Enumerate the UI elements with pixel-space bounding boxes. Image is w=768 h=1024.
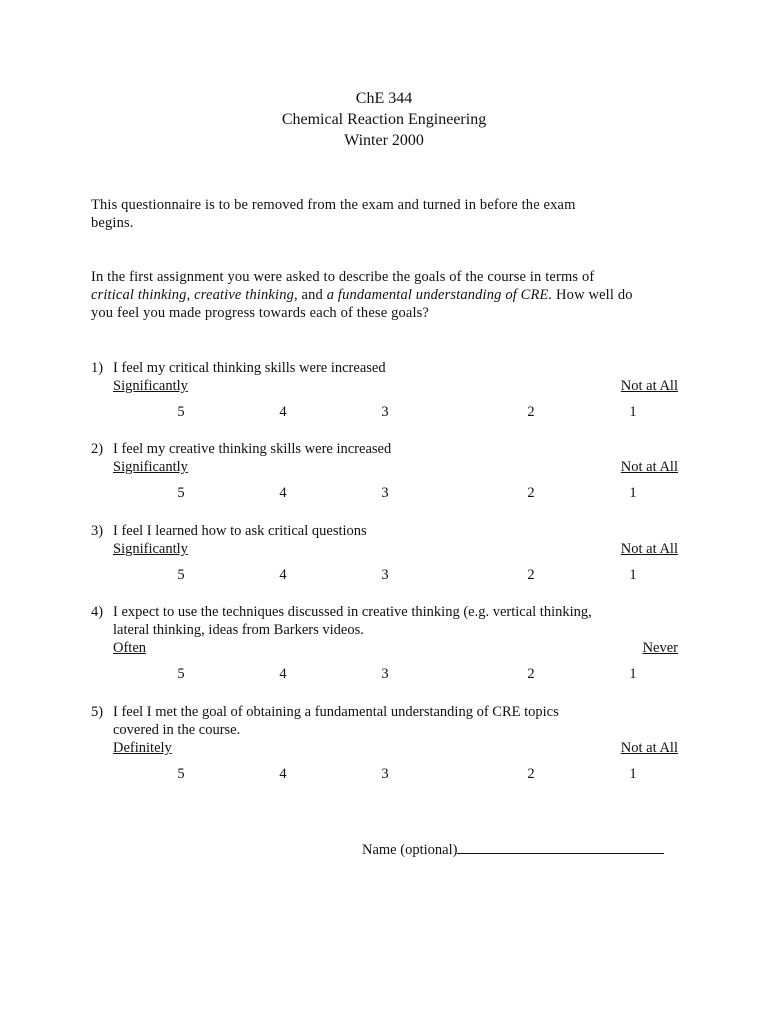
name-field-row <box>362 838 664 859</box>
question-number: 5) <box>91 704 104 720</box>
scale-left-anchor: Significantly <box>113 541 188 557</box>
rating-option-2[interactable]: 2 <box>527 485 535 501</box>
question-3 <box>91 522 681 584</box>
intro-line-2: begins. <box>91 215 134 231</box>
intro-line-1: This questionnaire is to be removed from the exam and turned in before the exam <box>91 197 576 213</box>
rating-scale <box>91 484 681 502</box>
rating-option-2[interactable]: 2 <box>527 567 535 583</box>
document-header <box>0 88 768 151</box>
intro-paragraph <box>91 196 681 232</box>
scale-left-anchor: Significantly <box>113 378 188 394</box>
scale-right-anchor: Not at All <box>620 459 678 475</box>
rating-option-1[interactable]: 1 <box>629 766 637 782</box>
rating-scale <box>91 765 681 783</box>
scale-right-anchor: Not at All <box>620 740 678 756</box>
rating-option-3[interactable]: 3 <box>381 567 389 583</box>
rating-option-3[interactable]: 3 <box>381 666 389 682</box>
rating-option-4[interactable]: 4 <box>279 485 287 501</box>
rating-option-4[interactable]: 4 <box>279 404 287 420</box>
rating-option-3[interactable]: 3 <box>381 404 389 420</box>
question-2 <box>91 440 681 502</box>
goal-critical-thinking: critical thinking <box>91 287 187 303</box>
rating-scale <box>91 403 681 421</box>
rating-option-4[interactable]: 4 <box>279 567 287 583</box>
rating-option-5[interactable]: 5 <box>177 485 185 501</box>
rating-option-4[interactable]: 4 <box>279 666 287 682</box>
question-text: I feel my creative thinking skills were increased <box>113 441 392 457</box>
question-number: 4) <box>91 604 104 620</box>
goals-line-2-tail: How well do <box>552 287 633 303</box>
rating-option-5[interactable]: 5 <box>177 766 185 782</box>
goal-separator-1: , <box>186 287 195 303</box>
rating-scale <box>91 566 681 584</box>
course-term: Winter 2000 <box>344 132 424 149</box>
goals-paragraph <box>91 268 681 322</box>
rating-option-4[interactable]: 4 <box>279 766 287 782</box>
rating-option-5[interactable]: 5 <box>177 567 185 583</box>
question-text: I feel I met the goal of obtaining a fundamental understanding of CRE topics <box>113 704 559 720</box>
question-number: 3) <box>91 523 104 539</box>
course-code: ChE 344 <box>355 90 413 107</box>
question-number: 1) <box>91 360 104 376</box>
scale-left-anchor: Often <box>113 640 147 656</box>
question-number: 2) <box>91 441 104 457</box>
rating-option-2[interactable]: 2 <box>527 766 535 782</box>
scale-right-anchor: Not at All <box>620 541 678 557</box>
rating-option-1[interactable]: 1 <box>629 666 637 682</box>
goals-line-1: In the first assignment you were asked to describe the goals of the course in terms of <box>91 269 595 285</box>
scale-left-anchor: Definitely <box>113 740 172 756</box>
question-text: I feel my critical thinking skills were increased <box>113 360 386 376</box>
course-title: Chemical Reaction Engineering <box>281 111 487 128</box>
rating-option-1[interactable]: 1 <box>629 404 637 420</box>
rating-option-3[interactable]: 3 <box>381 766 389 782</box>
name-blank-line[interactable] <box>457 838 664 854</box>
goal-creative-thinking: creative thinking <box>194 287 294 303</box>
rating-option-5[interactable]: 5 <box>177 404 185 420</box>
goal-separator-2: , and <box>294 287 327 303</box>
name-label: Name (optional) <box>362 842 458 858</box>
goal-fundamental-understanding: a fundamental understanding of CRE. <box>326 287 553 303</box>
scale-right-anchor: Never <box>642 640 678 656</box>
question-text-continued: lateral thinking, ideas from Barkers videos. <box>113 622 364 638</box>
rating-option-2[interactable]: 2 <box>527 404 535 420</box>
goals-line-2 <box>91 286 681 304</box>
scale-right-anchor: Not at All <box>620 378 678 394</box>
question-4 <box>91 603 681 683</box>
rating-option-1[interactable]: 1 <box>629 567 637 583</box>
question-text-continued: covered in the course. <box>113 722 241 738</box>
rating-option-2[interactable]: 2 <box>527 666 535 682</box>
rating-option-1[interactable]: 1 <box>629 485 637 501</box>
rating-option-3[interactable]: 3 <box>381 485 389 501</box>
goals-line-3: you feel you made progress towards each of these goals? <box>91 305 430 321</box>
question-text: I expect to use the techniques discussed in creative thinking (e.g. vertical thinking, <box>113 604 592 620</box>
question-5 <box>91 703 681 783</box>
rating-scale <box>91 665 681 683</box>
scale-left-anchor: Significantly <box>113 459 188 475</box>
rating-option-5[interactable]: 5 <box>177 666 185 682</box>
question-1 <box>91 359 681 421</box>
question-text: I feel I learned how to ask critical questions <box>113 523 367 539</box>
